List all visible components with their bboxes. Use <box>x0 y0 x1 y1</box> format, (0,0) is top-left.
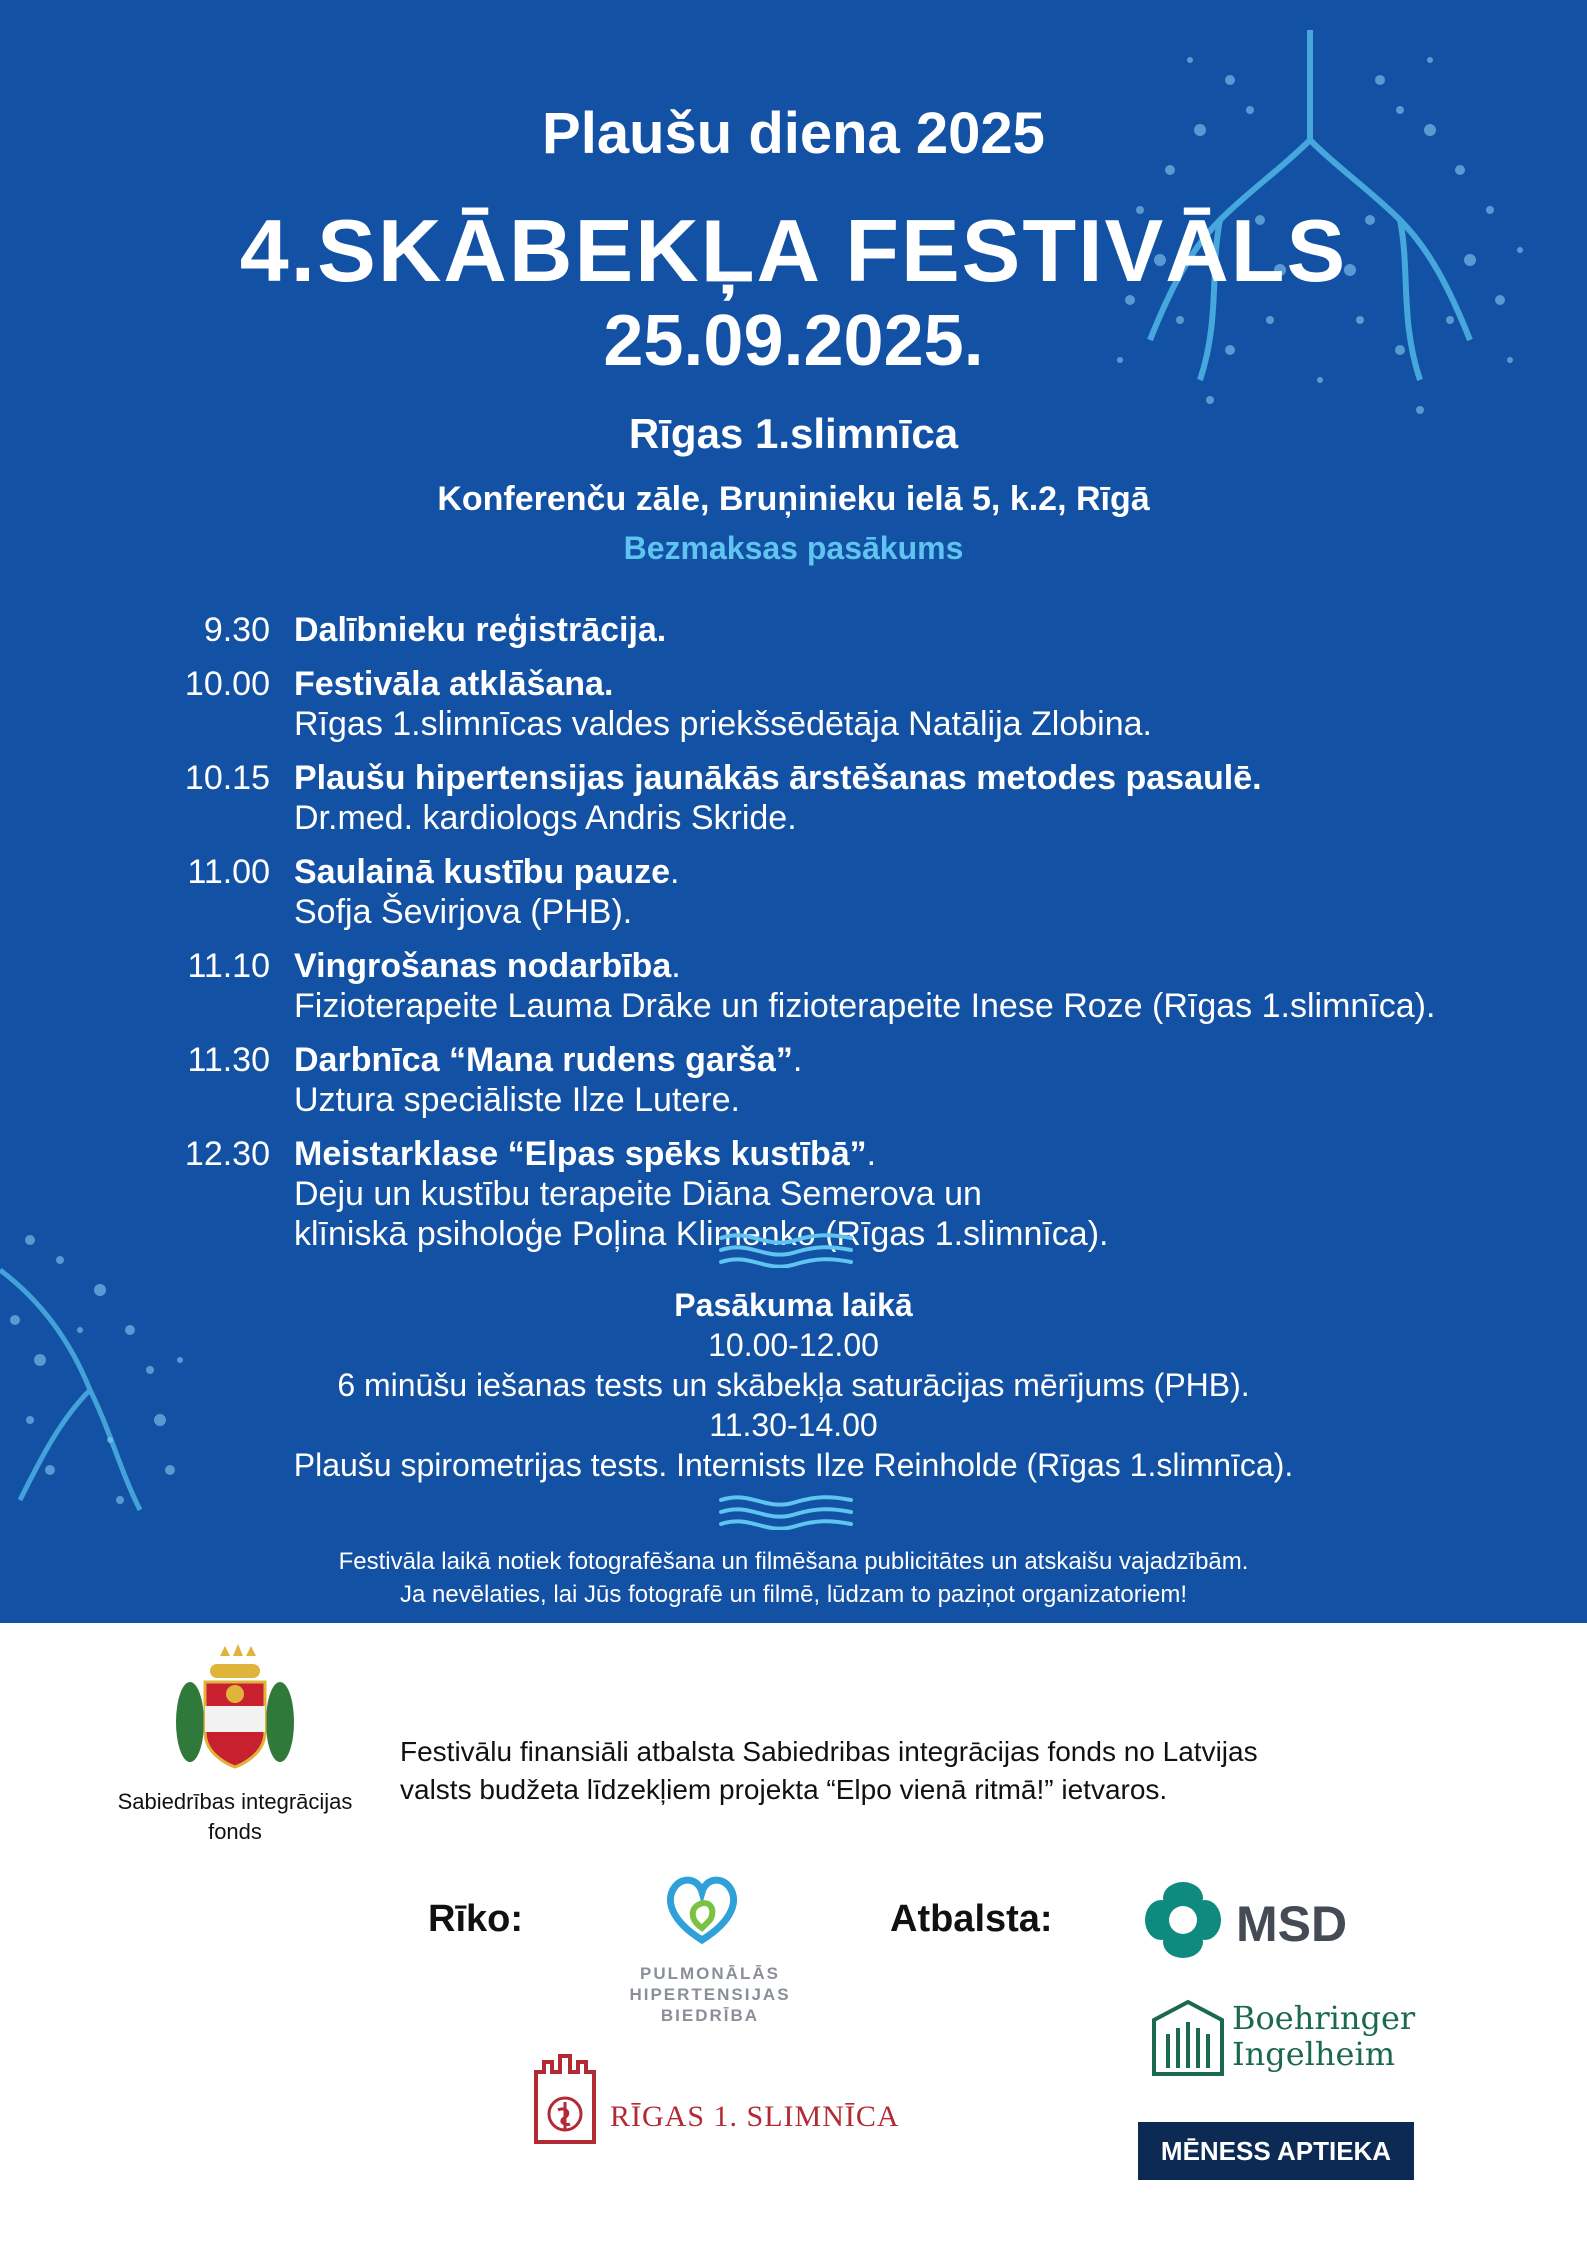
notice-line: Ja nevēlaties, lai Jūs fotografē un filmē, lūdzam to paziņot organizatoriem! <box>399 1581 1188 1608</box>
boehringer-logo-icon <box>1150 1998 1226 2078</box>
program-speaker: Deju un kustību terapeite Diāna Semerova un <box>294 1175 982 1213</box>
program-title-dot: . <box>866 1135 877 1173</box>
coat-of-arms-icon <box>165 1642 305 1782</box>
notice-line: Festivāla laikā notiek fotografēšana un filmēšana publicitātes un atskaišu vajadzībām. <box>338 1548 1249 1575</box>
program-row <box>160 1040 1435 1120</box>
program-speaker: Rīgas 1.slimnīcas valdes priekšsēdētāja Natālija Zlobina. <box>294 705 1152 743</box>
free-event-label: Bezmaksas pasākums <box>623 530 964 566</box>
program-row <box>160 758 1435 838</box>
program-title: Saulainā kustību pauze <box>294 853 670 891</box>
organizer-label: Rīko: <box>428 1898 523 1940</box>
wave-divider-icon <box>716 1490 856 1530</box>
program-list <box>160 610 1435 1268</box>
rigas-slimnica-logo-icon <box>530 2052 600 2152</box>
event-address: Konferenču zāle, Bruņinieku ielā 5, k.2, Rīgā <box>437 480 1150 518</box>
program-time: 11.30 <box>187 1041 270 1079</box>
boehringer-line: Ingelheim <box>1232 2035 1396 2073</box>
msd-logo-icon <box>1143 1880 1223 1960</box>
during-line: 6 minūšu iešanas tests un skābekļa saturācijas mērījums (PHB). <box>337 1367 1250 1403</box>
program-title-dot: . <box>669 853 680 891</box>
program-time: 11.10 <box>187 947 270 985</box>
event-title: 4.SKĀBEKĻA FESTIVĀLS <box>239 201 1348 300</box>
meness-aptieka-logo: MĒNESS APTIEKA <box>1138 2122 1414 2180</box>
fund-label <box>100 1787 370 1847</box>
event-subtitle: Plaušu diena 2025 <box>542 101 1045 166</box>
funding-text <box>400 1733 1258 1809</box>
during-heading: Pasākuma laikā <box>674 1287 913 1323</box>
program-speaker: klīniskā psiholoģe Poļina Klimenko (Rīgas 1.slimnīca). <box>294 1215 1109 1253</box>
boehringer-line: Boehringer <box>1232 1999 1416 2037</box>
event-venue: Rīgas 1.slimnīca <box>628 410 959 457</box>
funding-line: valsts budžeta līdzekļiem projekta “Elpo vienā ritmā!” ietvaros. <box>400 1774 1168 1805</box>
program-speaker: Dr.med. kardiologs Andris Skride. <box>294 799 797 837</box>
msd-logo-text: MSD <box>1236 1896 1348 1952</box>
program-time: 12.30 <box>184 1135 270 1173</box>
program-speaker: Fizioterapeite Lauma Drāke un fizioterapeite Inese Roze (Rīgas 1.slimnīca). <box>294 987 1436 1025</box>
during-line: 11.30-14.00 <box>709 1407 878 1443</box>
fund-label-line: Sabiedrības integrācijas <box>117 1789 353 1814</box>
boehringer-logo-text <box>1232 2000 1415 2072</box>
program-time: 10.00 <box>184 665 270 703</box>
program-title: Vingrošanas nodarbība <box>294 947 672 985</box>
photo-notice <box>0 1545 1587 1611</box>
program-title: Meistarklase “Elpas spēks kustībā” <box>294 1135 867 1173</box>
phb-line: HIPERTENSIJAS <box>629 1985 791 2004</box>
rigas-slimnica-text: RĪGAS 1. SLIMNĪCA <box>610 2100 900 2133</box>
during-line: Plaušu spirometrijas tests. Internists Ilze Reinholde (Rīgas 1.slimnīca). <box>293 1447 1294 1483</box>
phb-line: BIEDRĪBA <box>660 2006 760 2025</box>
program-title: Darbnīca “Mana rudens garša” <box>294 1041 793 1079</box>
program-title-dot: . <box>792 1041 803 1079</box>
program-row <box>160 610 1435 650</box>
during-event-section <box>0 1285 1587 1485</box>
phb-line: PULMONĀLĀS <box>640 1964 780 1983</box>
program-row <box>160 664 1435 744</box>
program-speaker: Sofja Ševirjova (PHB). <box>294 893 633 931</box>
program-title: Festivāla atklāšana. <box>294 665 614 703</box>
wave-divider-icon <box>716 1228 856 1268</box>
program-time: 9.30 <box>203 611 270 649</box>
program-row <box>160 852 1435 932</box>
phb-logo-text <box>600 1963 820 2026</box>
during-line: 10.00-12.00 <box>708 1327 879 1363</box>
program-time: 11.00 <box>187 853 270 891</box>
supporter-label: Atbalsta: <box>890 1898 1053 1940</box>
event-date: 25.09.2025. <box>603 301 984 381</box>
fund-label-line: fonds <box>208 1819 262 1844</box>
funding-line: Festivālu finansiāli atbalsta Sabiedribas integrācijas fonds no Latvijas <box>400 1736 1258 1767</box>
phb-heart-logo-icon <box>660 1870 744 1950</box>
program-title: Dalībnieku reģistrācija. <box>294 611 667 649</box>
program-time: 10.15 <box>184 759 270 797</box>
program-speaker: Uztura speciāliste Ilze Lutere. <box>294 1081 740 1119</box>
program-title-dot: . <box>671 947 681 985</box>
program-row <box>160 946 1435 1026</box>
program-title: Plaušu hipertensijas jaunākās ārstēšanas metodes pasaulē. <box>294 759 1262 797</box>
